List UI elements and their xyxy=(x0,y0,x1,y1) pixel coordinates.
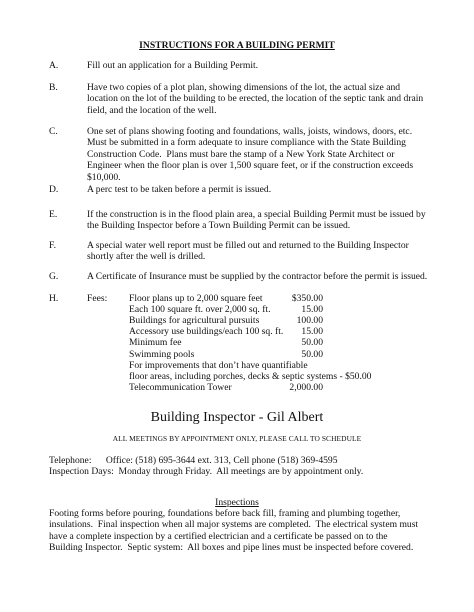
fee-row xyxy=(129,382,232,393)
item-letter: G. xyxy=(49,271,59,282)
fee-label: floor areas, including porches, decks & septic systems - $50.00 xyxy=(129,370,372,382)
item-text-line: field, and the location of the well. xyxy=(87,104,217,116)
fee-row xyxy=(129,337,182,348)
fee-label: Minimum fee xyxy=(129,337,182,349)
fee-row xyxy=(129,371,371,382)
item-text-line: A special water well report must be filled out and returned to the Building Inspector xyxy=(87,240,409,251)
fee-label: Swimming pools xyxy=(129,348,195,360)
inspections-line: have a complete inspection by a certified electrician and a certificate be passed on to the xyxy=(49,530,388,542)
inspections-heading: Inspections xyxy=(215,497,259,508)
meetings-notice: ALL MEETINGS BY APPOINTMENT ONLY, PLEASE CALL TO SCHEDULE xyxy=(112,434,362,443)
fee-amount: $350.00 xyxy=(291,293,323,304)
contact-block xyxy=(49,455,363,478)
fee-row xyxy=(129,326,283,337)
item-text-line: Engineer when the floor plan is over 1,500 square feet, or if the construction exceeds xyxy=(87,160,414,172)
inspections-line: insulations. Final inspection when all major systems are completed. The electrical system must xyxy=(49,519,419,531)
fee-label: Floor plans up to 2,000 square feet xyxy=(129,293,263,304)
fee-label: Each 100 square ft. over 2,000 sq. ft. xyxy=(129,304,271,316)
fee-amount: 2,000.00 xyxy=(289,381,323,393)
fee-amount: 50.00 xyxy=(301,337,323,349)
fee-row xyxy=(129,360,308,371)
page-title: INSTRUCTIONS FOR A BUILDING PERMIT xyxy=(139,40,335,51)
item-text-line: A Certificate of Insurance must be supplied by the contractor before the permit is issued. xyxy=(87,271,428,282)
item-letter: F. xyxy=(49,240,56,251)
fee-label: Accessory use buildings/each 100 sq. ft. xyxy=(129,326,284,338)
item-letter: E. xyxy=(49,209,58,220)
fees-lead: Fees: xyxy=(87,293,108,304)
item-text-line: One set of plans showing footing and foundations, walls, joists, windows, doors, etc. xyxy=(87,126,413,137)
fee-row xyxy=(129,349,194,360)
fee-amount: 50.00 xyxy=(301,348,323,360)
inspection-days-line: Inspection Days: Monday through Friday. All meetings are by appointment only. xyxy=(49,466,364,478)
item-text-line: the Building Inspector before a Town Building Permit can be issued. xyxy=(87,220,351,232)
fee-row xyxy=(129,293,263,304)
item-letter: D. xyxy=(49,184,59,195)
fee-row xyxy=(129,304,270,315)
item-text-line: If the construction is in the flood plain area, a special Building Permit must be issued by xyxy=(87,209,426,220)
fee-amount: 15.00 xyxy=(301,326,323,338)
item-text-line: Construction Code. Plans must bare the stamp of a New York State Architect or xyxy=(87,148,395,160)
item-text-line: Fill out an application for a Building Permit. xyxy=(87,60,259,71)
fee-row xyxy=(129,315,259,326)
fee-amount: 15.00 xyxy=(301,304,323,316)
fee-label: Telecommunication Tower xyxy=(129,381,232,393)
inspections-line: Building Inspector. Septic system: All boxes and pipe lines must be inspected before covered. xyxy=(49,542,414,554)
inspector-heading: Building Inspector - Gil Albert xyxy=(150,410,324,425)
fees-letter: H. xyxy=(49,293,59,304)
item-text-line: shortly after the well is drilled. xyxy=(87,251,206,263)
item-letter: A. xyxy=(49,60,59,71)
item-text-line: location on the lot of the building to be erected, the location of the septic tank and drain xyxy=(87,93,424,105)
fee-amount: 100.00 xyxy=(296,315,323,327)
inspections-line: Footing forms before pouring, foundations before back fill, framing and plumbing together, xyxy=(49,508,401,519)
telephone-line: Telephone: Office: (518) 695-3644 ext. 313, Cell phone (518) 369-4595 xyxy=(49,455,338,466)
inspections-body xyxy=(49,508,418,554)
item-letter: C. xyxy=(49,126,58,137)
item-text-line: A perc test to be taken before a permit is issued. xyxy=(87,184,272,195)
fee-label: Buildings for agricultural pursuits xyxy=(129,315,260,327)
item-letter: B. xyxy=(49,82,58,93)
item-text-line: $10,000. xyxy=(87,171,121,183)
fee-label: For improvements that don’t have quantifiable xyxy=(129,359,308,371)
item-text-line: Must be submitted in a form adequate to insure compliance with the State Building xyxy=(87,137,406,149)
item-text-line: Have two copies of a plot plan, showing dimensions of the lot, the actual size and xyxy=(87,82,401,93)
